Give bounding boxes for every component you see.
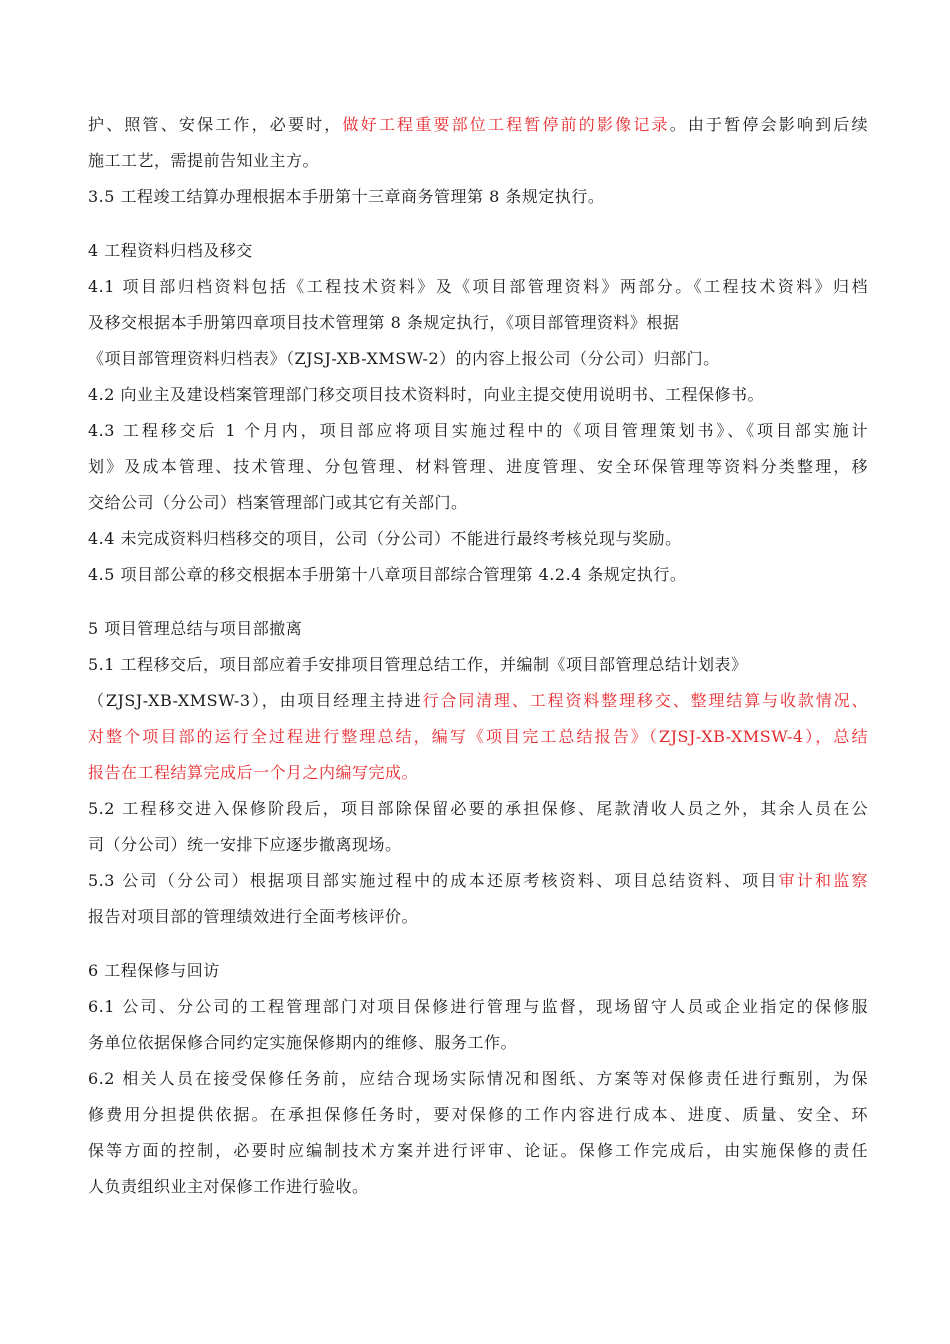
text-line: [88, 796, 868, 821]
body-text: 6 工程保修与回访: [88, 961, 220, 980]
highlighted-text: 行合同清理、工程资料整理移交、整理结算与收款情况、: [422, 691, 868, 710]
body-text: 6.2 相关人员在接受保修任务前，应结合现场实际情况和图纸、方案等对保修责任进行甄别，为保: [88, 1069, 868, 1088]
text-line: [88, 1030, 868, 1055]
text-line: [88, 184, 868, 209]
text-line: [88, 958, 868, 983]
body-text: 交给公司（分公司）档案管理部门或其它有关部门。: [88, 493, 468, 512]
body-text: 4.3 工程移交后 1 个月内，项目部应将项目实施过程中的《项目管理策划书》、《项目部实施计: [88, 421, 868, 440]
body-text: 4.5 项目部公章的移交根据本手册第十八章项目部综合管理第 4.2.4 条规定执行。: [88, 565, 687, 584]
text-line: [88, 310, 868, 335]
text-line: [88, 274, 868, 299]
body-text: 4.2 向业主及建设档案管理部门移交项目技术资料时，向业主提交使用说明书、工程保修书。: [88, 385, 765, 404]
body-text: 4.1 项目部归档资料包括《工程技术资料》及《项目部管理资料》两部分。《工程技术资料》归档: [88, 277, 868, 296]
text-line: [88, 238, 868, 263]
highlighted-text: 做好工程重要部位工程暂停前的影像记录: [342, 115, 670, 134]
text-line: [88, 688, 868, 713]
text-line: [88, 346, 868, 371]
text-line: [88, 1102, 868, 1127]
text-line: [88, 1138, 868, 1163]
document-body: [88, 112, 868, 1210]
body-text: （ZJSJ-XB-XMSW-3），由项目经理主持进: [88, 691, 423, 710]
body-text: 5 项目管理总结与项目部撤离: [88, 619, 303, 638]
body-text: 司（分公司）统一安排下应逐步撤离现场。: [88, 835, 402, 854]
text-line: [88, 904, 868, 929]
body-text: 人负责组织业主对保修工作进行验收。: [88, 1177, 369, 1196]
text-line: [88, 994, 868, 1019]
text-line: [88, 868, 868, 893]
text-line: [88, 382, 868, 407]
text-line: [88, 832, 868, 857]
text-line: [88, 562, 868, 587]
text-line: [88, 454, 868, 479]
body-text: 划》及成本管理、技术管理、分包管理、材料管理、进度管理、安全环保管理等资料分类整理，移: [88, 457, 868, 476]
body-text: 保等方面的控制，必要时应编制技术方案并进行评审、论证。保修工作完成后，由实施保修的责任: [88, 1141, 868, 1160]
text-line: [88, 1174, 868, 1199]
text-line: [88, 1066, 868, 1091]
text-line: [88, 490, 868, 515]
body-text: 《项目部管理资料归档表》（ZJSJ-XB-XMSW-2）的内容上报公司（分公司）归部门。: [88, 349, 720, 368]
text-line: [88, 418, 868, 443]
body-text: 5.2 工程移交进入保修阶段后，项目部除保留必要的承担保修、尾款清收人员之外，其余人员在公: [88, 799, 868, 818]
text-line: [88, 148, 868, 173]
section-gap: [88, 940, 868, 958]
body-text: 及移交根据本手册第四章项目技术管理第 8 条规定执行，《项目部管理资料》根据: [88, 313, 680, 332]
text-line: [88, 652, 868, 677]
highlighted-text: 报告在工程结算完成后一个月之内编写完成。: [88, 763, 419, 782]
body-text: 务单位依据保修合同约定实施保修期内的维修、服务工作。: [88, 1033, 518, 1052]
text-line: [88, 112, 868, 137]
text-line: [88, 526, 868, 551]
body-text: 3.5 工程竣工结算办理根据本手册第十三章商务管理第 8 条规定执行。: [88, 187, 605, 206]
text-line: [88, 616, 868, 641]
text-line: [88, 724, 868, 749]
body-text: 4.4 未完成资料归档移交的项目，公司（分公司）不能进行最终考核兑现与奖励。: [88, 529, 682, 548]
body-text: 护、照管、安保工作，必要时，: [88, 115, 343, 134]
section-gap: [88, 598, 868, 616]
text-line: [88, 760, 868, 785]
body-text: 6.1 公司、分公司的工程管理部门对项目保修进行管理与监督，现场留守人员或企业指定的保修服: [88, 997, 868, 1016]
highlighted-text: 对整个项目部的运行全过程进行整理总结，编写《项目完工总结报告》（ZJSJ-XB-XMSW-4），总结: [88, 727, 868, 746]
body-text: 报告对项目部的管理绩效进行全面考核评价。: [88, 907, 419, 926]
body-text: 4 工程资料归档及移交: [88, 241, 253, 260]
body-text: 5.3 公司（分公司）根据项目部实施过程中的成本还原考核资料、项目总结资料、项目: [88, 871, 779, 890]
highlighted-text: 审计和监察: [778, 871, 868, 890]
body-text: 5.1 工程移交后，项目部应着手安排项目管理总结工作，并编制《项目部管理总结计划表》: [88, 655, 748, 674]
body-text: 施工工艺，需提前告知业主方。: [88, 151, 320, 170]
body-text: 。由于暂停会影响到后续: [669, 115, 868, 134]
section-gap: [88, 220, 868, 238]
body-text: 修费用分担提供依据。在承担保修任务时，要对保修的工作内容进行成本、进度、质量、安全、环: [88, 1105, 868, 1124]
